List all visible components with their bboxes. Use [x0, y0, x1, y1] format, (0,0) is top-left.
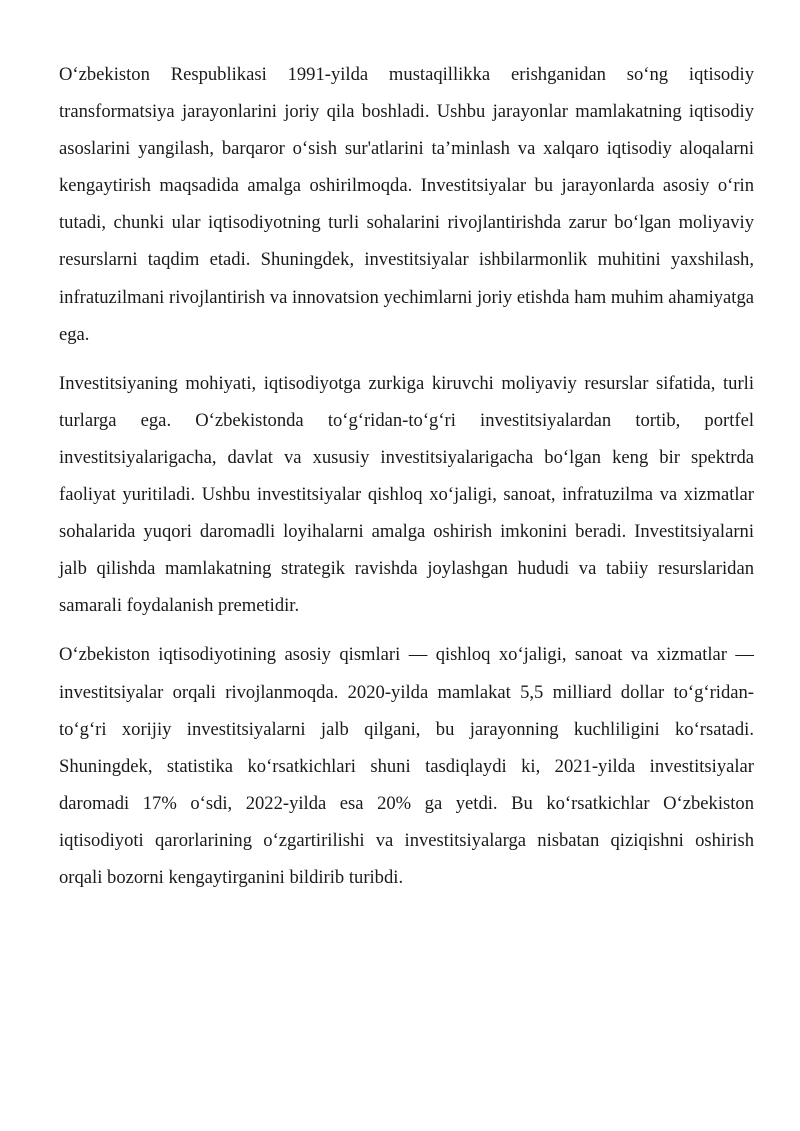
document-page — [59, 56, 754, 908]
paragraph-1: O‘zbekiston Respublikasi 1991-yilda mustaqillikka erishganidan so‘ng iqtisodiy transformatsiya jarayonlarini joriy qila boshladi. Ushbu jarayonlar mamlakatning iqtisodiy asoslarini yangilash, barqaror o‘sish sur'atlarini ta’minlash va xalqaro iqtisodiy aloqalarni kengaytirish maqsadida amalga oshirilmoqda. Investitsiyalar bu jarayonlarda asosiy o‘rin tutadi, chunki ular iqtisodiyotning turli sohalarini rivojlantirishda zarur bo‘lgan moliyaviy resurslarni taqdim etadi. Shuningdek, investitsiyalar ishbilarmonlik muhitini yaxshilash, infratuzilmani rivojlantirish va innovatsion yechimlarni joriy etishda ham muhim ahamiyatga ega. — [59, 64, 754, 345]
paragraph-3: O‘zbekiston iqtisodiyotining asosiy qismlari — qishloq xo‘jaligi, sanoat va xizmatlar — investitsiyalar orqali rivojlanmoqda. 2020-yilda mamlakat 5,5 milliard dollar to‘g‘ridan-to‘g‘ri xorijiy investitsiyalarni jalb qilgani, bu jarayonning kuchliligini ko‘rsatadi. Shuningdek, statistika ko‘rsatkichlari shuni tasdiqlaydi ki, 2021-yilda investitsiyalar daromadi 17% o‘sdi, 2022-yilda esa 20% ga yetdi. Bu ko‘rsatkichlar O‘zbekiston iqtisodiyoti qarorlarining o‘zgartirilishi va investitsiyalarga nisbatan qiziqishni oshirish orqali bozorni kengaytirganini bildirib turibdi. — [59, 644, 754, 888]
paragraph-2: Investitsiyaning mohiyati, iqtisodiyotga zurkiga kiruvchi moliyaviy resurslar sifatida, turli turlarga ega. O‘zbekistonda to‘g‘ridan-to‘g‘ri investitsiyalardan tortib, portfel investitsiyalarigacha, davlat va xususiy investitsiyalarigacha bo‘lgan keng bir spektrda faoliyat yuritiladi. Ushbu investitsiyalar qishloq xo‘jaligi, sanoat, infratuzilma va xizmatlar sohalarida yuqori daromadli loyihalarni amalga oshirish imkonini beradi. Investitsiyalarni jalb qilishda mamlakatning strategik ravishda joylashgan hududi va tabiiy resurslaridan samarali foydalanish premetidir. — [59, 372, 754, 617]
